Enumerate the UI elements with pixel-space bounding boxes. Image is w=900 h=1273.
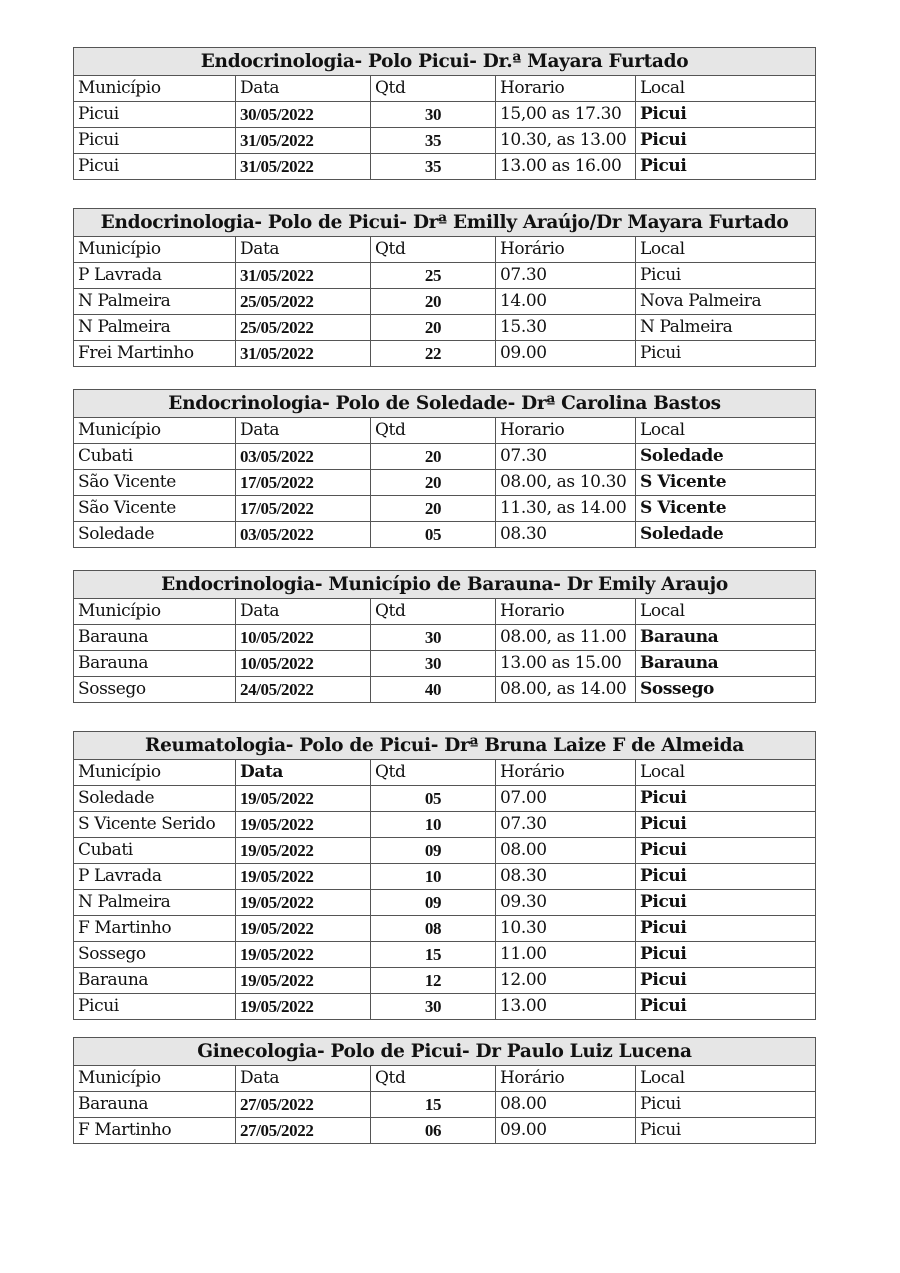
cell-local: Picui (636, 102, 816, 128)
table-row (74, 677, 816, 703)
table-row (74, 625, 816, 651)
cell-municipio: Sossego (74, 942, 236, 968)
cell-data: 25/05/2022 (236, 289, 371, 315)
table-title: Reumatologia- Polo de Picui- Drª Bruna Laize F de Almeida (74, 732, 816, 760)
column-header-qtd: Qtd (371, 76, 496, 102)
cell-qtd: 05 (371, 786, 496, 812)
cell-data: 10/05/2022 (236, 651, 371, 677)
cell-horario: 08.30 (496, 522, 636, 548)
cell-qtd: 35 (371, 128, 496, 154)
cell-municipio: Picui (74, 128, 236, 154)
cell-qtd: 30 (371, 102, 496, 128)
table-row (74, 154, 816, 180)
column-header-qtd: Qtd (371, 599, 496, 625)
table-title: Ginecologia- Polo de Picui- Dr Paulo Luiz Lucena (74, 1038, 816, 1066)
cell-municipio: S Vicente Serido (74, 812, 236, 838)
cell-horario: 13.00 as 15.00 (496, 651, 636, 677)
cell-horario: 15.30 (496, 315, 636, 341)
cell-horario: 10.30 (496, 916, 636, 942)
cell-horario: 07.30 (496, 444, 636, 470)
cell-horario: 08.00, as 11.00 (496, 625, 636, 651)
schedule-table (73, 208, 816, 367)
table-row (74, 128, 816, 154)
cell-local: Picui (636, 263, 816, 289)
cell-municipio: Barauna (74, 968, 236, 994)
cell-municipio: Frei Martinho (74, 341, 236, 367)
cell-municipio: Barauna (74, 625, 236, 651)
cell-data: 17/05/2022 (236, 470, 371, 496)
cell-data: 25/05/2022 (236, 315, 371, 341)
cell-data: 31/05/2022 (236, 128, 371, 154)
cell-data: 19/05/2022 (236, 916, 371, 942)
cell-local: Sossego (636, 677, 816, 703)
cell-qtd: 35 (371, 154, 496, 180)
cell-municipio: F Martinho (74, 916, 236, 942)
cell-qtd: 25 (371, 263, 496, 289)
table-row (74, 786, 816, 812)
table-row (74, 916, 816, 942)
table-title: Endocrinologia- Município de Barauna- Dr Emily Araujo (74, 571, 816, 599)
cell-local: Picui (636, 1118, 816, 1144)
cell-data: 03/05/2022 (236, 444, 371, 470)
cell-local: S Vicente (636, 470, 816, 496)
cell-qtd: 05 (371, 522, 496, 548)
cell-data: 19/05/2022 (236, 864, 371, 890)
cell-data: 31/05/2022 (236, 154, 371, 180)
cell-data: 19/05/2022 (236, 812, 371, 838)
cell-local: N Palmeira (636, 315, 816, 341)
table-header-row (74, 599, 816, 625)
column-header-horario: Horario (496, 76, 636, 102)
cell-local: Picui (636, 994, 816, 1020)
cell-municipio: N Palmeira (74, 315, 236, 341)
cell-horario: 09.00 (496, 341, 636, 367)
column-header-horario: Horário (496, 760, 636, 786)
cell-local: Nova Palmeira (636, 289, 816, 315)
cell-horario: 14.00 (496, 289, 636, 315)
cell-qtd: 15 (371, 942, 496, 968)
cell-local: Picui (636, 128, 816, 154)
column-header-local: Local (636, 1066, 816, 1092)
column-header-local: Local (636, 599, 816, 625)
cell-data: 31/05/2022 (236, 341, 371, 367)
cell-horario: 08.30 (496, 864, 636, 890)
table-row (74, 470, 816, 496)
cell-qtd: 20 (371, 496, 496, 522)
cell-horario: 08.00, as 10.30 (496, 470, 636, 496)
cell-local: Picui (636, 968, 816, 994)
cell-qtd: 10 (371, 812, 496, 838)
cell-horario: 13.00 (496, 994, 636, 1020)
column-header-data: Data (236, 599, 371, 625)
column-header-municipio: Município (74, 237, 236, 263)
cell-local: Picui (636, 812, 816, 838)
column-header-qtd: Qtd (371, 237, 496, 263)
cell-local: Picui (636, 1092, 816, 1118)
cell-municipio: São Vicente (74, 470, 236, 496)
cell-local: S Vicente (636, 496, 816, 522)
schedule-table (73, 389, 816, 548)
column-header-data: Data (236, 760, 371, 786)
cell-municipio: P Lavrada (74, 263, 236, 289)
column-header-municipio: Município (74, 760, 236, 786)
cell-horario: 08.00 (496, 838, 636, 864)
column-header-local: Local (636, 76, 816, 102)
cell-data: 19/05/2022 (236, 994, 371, 1020)
table-row (74, 1118, 816, 1144)
cell-qtd: 20 (371, 444, 496, 470)
cell-local: Picui (636, 942, 816, 968)
cell-data: 03/05/2022 (236, 522, 371, 548)
table-row (74, 651, 816, 677)
cell-municipio: Picui (74, 994, 236, 1020)
cell-local: Picui (636, 838, 816, 864)
table-row (74, 496, 816, 522)
table-row (74, 942, 816, 968)
table-row (74, 102, 816, 128)
table-title: Endocrinologia- Polo de Picui- Drª Emilly Araújo/Dr Mayara Furtado (74, 209, 816, 237)
table-header-row (74, 237, 816, 263)
cell-data: 30/05/2022 (236, 102, 371, 128)
cell-data: 19/05/2022 (236, 890, 371, 916)
schedule-table (73, 731, 816, 1020)
cell-horario: 10.30, as 13.00 (496, 128, 636, 154)
cell-qtd: 10 (371, 864, 496, 890)
table-row (74, 289, 816, 315)
cell-local: Picui (636, 786, 816, 812)
table-row (74, 522, 816, 548)
column-header-data: Data (236, 1066, 371, 1092)
table-header-row (74, 760, 816, 786)
table-row (74, 1092, 816, 1118)
cell-data: 27/05/2022 (236, 1118, 371, 1144)
cell-data: 17/05/2022 (236, 496, 371, 522)
cell-horario: 08.00 (496, 1092, 636, 1118)
cell-qtd: 06 (371, 1118, 496, 1144)
table-title: Endocrinologia- Polo Picui- Dr.ª Mayara Furtado (74, 48, 816, 76)
column-header-municipio: Município (74, 76, 236, 102)
schedule-table (73, 570, 816, 703)
column-header-data: Data (236, 237, 371, 263)
cell-data: 31/05/2022 (236, 263, 371, 289)
table-row (74, 838, 816, 864)
cell-data: 19/05/2022 (236, 942, 371, 968)
column-header-municipio: Município (74, 599, 236, 625)
cell-qtd: 20 (371, 470, 496, 496)
cell-municipio: P Lavrada (74, 864, 236, 890)
cell-horario: 11.30, as 14.00 (496, 496, 636, 522)
cell-municipio: Sossego (74, 677, 236, 703)
cell-municipio: Barauna (74, 651, 236, 677)
cell-local: Picui (636, 864, 816, 890)
cell-qtd: 30 (371, 994, 496, 1020)
cell-local: Barauna (636, 625, 816, 651)
column-header-qtd: Qtd (371, 418, 496, 444)
cell-horario: 09.30 (496, 890, 636, 916)
cell-qtd: 20 (371, 289, 496, 315)
schedule-table (73, 1037, 816, 1144)
cell-data: 19/05/2022 (236, 838, 371, 864)
column-header-horario: Horario (496, 418, 636, 444)
column-header-horario: Horário (496, 1066, 636, 1092)
cell-data: 10/05/2022 (236, 625, 371, 651)
column-header-horario: Horário (496, 237, 636, 263)
table-row (74, 444, 816, 470)
column-header-local: Local (636, 418, 816, 444)
table-row (74, 864, 816, 890)
cell-qtd: 12 (371, 968, 496, 994)
cell-data: 19/05/2022 (236, 968, 371, 994)
column-header-local: Local (636, 237, 816, 263)
cell-qtd: 09 (371, 890, 496, 916)
cell-qtd: 40 (371, 677, 496, 703)
cell-qtd: 30 (371, 651, 496, 677)
cell-municipio: N Palmeira (74, 890, 236, 916)
cell-municipio: Barauna (74, 1092, 236, 1118)
cell-municipio: Cubati (74, 444, 236, 470)
cell-horario: 13.00 as 16.00 (496, 154, 636, 180)
cell-local: Picui (636, 341, 816, 367)
cell-municipio: São Vicente (74, 496, 236, 522)
table-header-row (74, 418, 816, 444)
table-row (74, 968, 816, 994)
cell-qtd: 30 (371, 625, 496, 651)
cell-local: Picui (636, 890, 816, 916)
cell-local: Soledade (636, 444, 816, 470)
cell-municipio: Soledade (74, 786, 236, 812)
cell-municipio: F Martinho (74, 1118, 236, 1144)
cell-qtd: 08 (371, 916, 496, 942)
column-header-data: Data (236, 76, 371, 102)
cell-horario: 08.00, as 14.00 (496, 677, 636, 703)
table-row (74, 341, 816, 367)
column-header-municipio: Município (74, 418, 236, 444)
cell-local: Picui (636, 916, 816, 942)
cell-qtd: 20 (371, 315, 496, 341)
table-row (74, 812, 816, 838)
column-header-horario: Horario (496, 599, 636, 625)
cell-municipio: Picui (74, 154, 236, 180)
cell-data: 27/05/2022 (236, 1092, 371, 1118)
table-row (74, 263, 816, 289)
column-header-municipio: Município (74, 1066, 236, 1092)
cell-qtd: 22 (371, 341, 496, 367)
cell-horario: 07.30 (496, 812, 636, 838)
column-header-qtd: Qtd (371, 1066, 496, 1092)
cell-horario: 11.00 (496, 942, 636, 968)
cell-horario: 12.00 (496, 968, 636, 994)
cell-municipio: Picui (74, 102, 236, 128)
cell-municipio: Cubati (74, 838, 236, 864)
table-header-row (74, 1066, 816, 1092)
table-title: Endocrinologia- Polo de Soledade- Drª Carolina Bastos (74, 390, 816, 418)
column-header-data: Data (236, 418, 371, 444)
cell-horario: 09.00 (496, 1118, 636, 1144)
cell-data: 19/05/2022 (236, 786, 371, 812)
cell-horario: 15,00 as 17.30 (496, 102, 636, 128)
cell-qtd: 09 (371, 838, 496, 864)
table-row (74, 315, 816, 341)
cell-horario: 07.30 (496, 263, 636, 289)
table-row (74, 994, 816, 1020)
column-header-qtd: Qtd (371, 760, 496, 786)
cell-local: Picui (636, 154, 816, 180)
cell-horario: 07.00 (496, 786, 636, 812)
column-header-local: Local (636, 760, 816, 786)
schedule-table (73, 47, 816, 180)
cell-data: 24/05/2022 (236, 677, 371, 703)
cell-local: Barauna (636, 651, 816, 677)
cell-qtd: 15 (371, 1092, 496, 1118)
cell-municipio: Soledade (74, 522, 236, 548)
cell-municipio: N Palmeira (74, 289, 236, 315)
cell-local: Soledade (636, 522, 816, 548)
table-header-row (74, 76, 816, 102)
table-row (74, 890, 816, 916)
